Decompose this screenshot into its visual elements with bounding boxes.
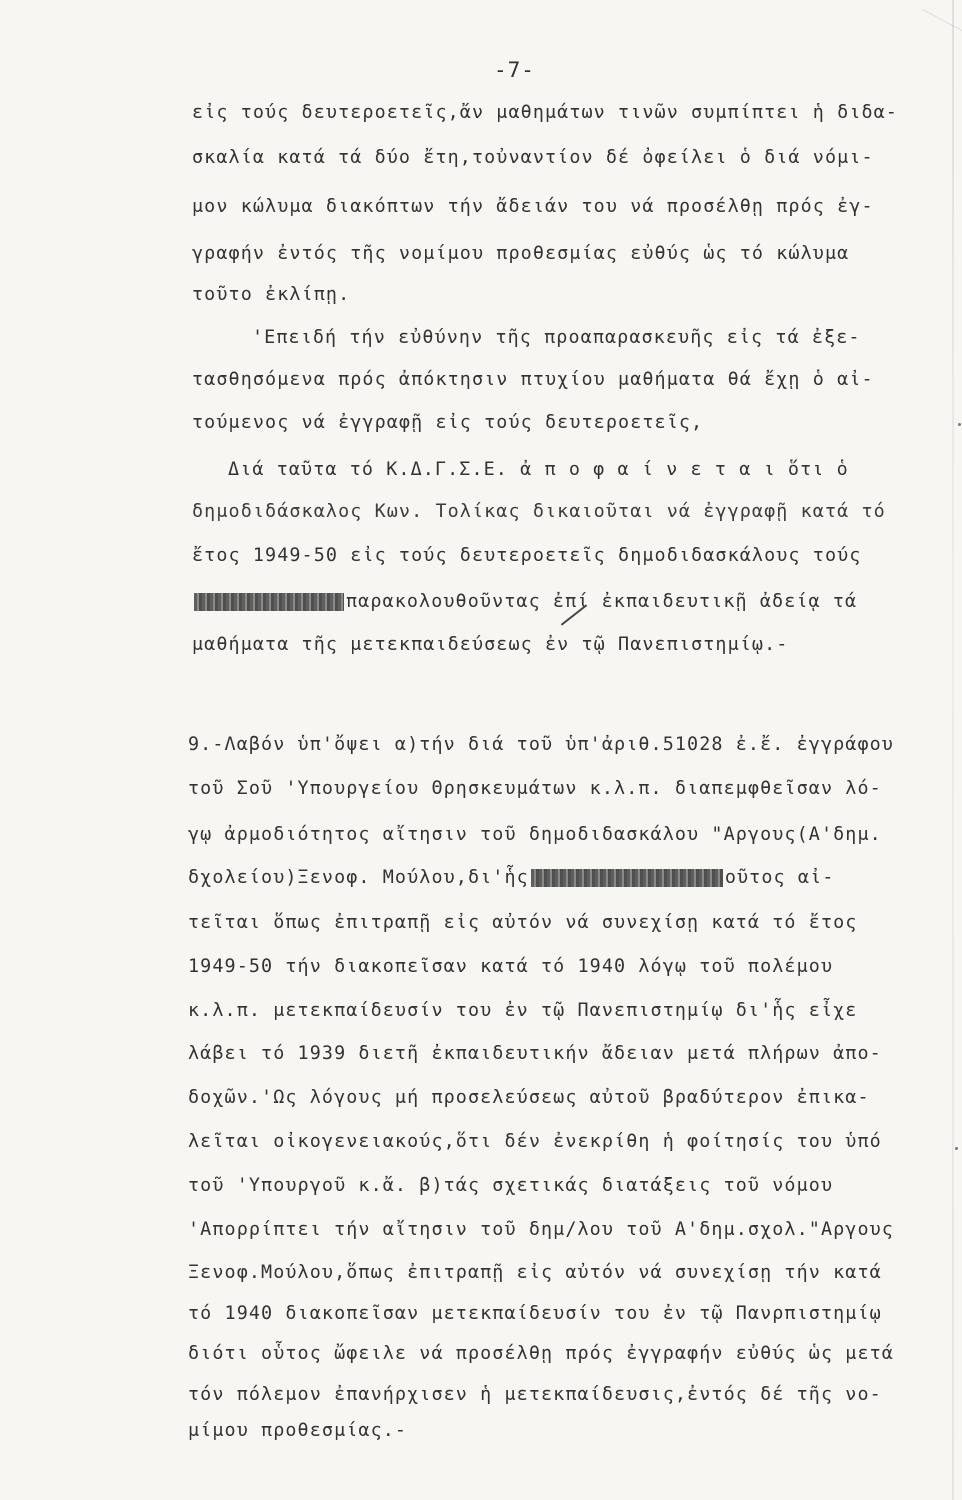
item9-line-6: 1949-50 τήν διακοπεῖσαν κατά τό 1940 λόγῳ τοῦ πολέμου [188,956,834,977]
item9-line-11: τοῦ 'Υπουργοῦ κ.ἄ. β)τάς σχετικάς διατάξεις τοῦ νόμου [188,1175,834,1196]
decision1-line-2: δημοδιδάσκαλος Κων. Τολίκας δικαιοῦται νά ἐγγραφῇ κατά τό [192,501,886,522]
item9-line-4-end: οῦτος αἰ- [724,867,835,888]
redaction-blot [194,593,344,611]
item9-line-1: 9.-Λαβόν ὑπ'ὄψει α)τήν διά τοῦ ὑπ'ἀριθ.51028 ἐ.ἔ. ἐγγράφου [188,734,894,755]
item9-line-13: Ξενοφ.Μούλου,ὅπως ἐπιτραπῇ εἰς αὐτόν νά συνεχίσῃ τήν κατά [188,1262,882,1283]
page-fold-edge [952,0,954,1500]
item9-line-3: γῳ ἀρμοδιότητος αἴτησιν τοῦ δημοδιδασκάλου "Αργους(Α'δημ. [188,824,882,845]
margin-speck [955,1147,958,1150]
item9-line-9: δοχῶν.'Ως λόγους μή προσελεύσεως αὐτοῦ βραδύτερον ἐπικα- [188,1087,870,1108]
paragraph2-line-1: 'Επειδή τήν εὐθύνην τῆς προαπαρασκευῆς εἰς τά ἐξε- [252,327,861,348]
paragraph1-line-4: γραφήν ἐντός τῆς νομίμου προθεσμίας εὐθύς ὡς τό κώλυμα [192,243,850,264]
paragraph1-line-2: σκαλία κατά τά δύο ἔτη,τοὐναντίον δέ ὀφείλει ὁ διά νόμι- [192,147,874,168]
item9-line-4 [188,867,834,888]
item9-line-4-start: δχολείου)Ξενοφ. Μούλου,δι'ἧς [188,867,529,888]
paragraph1-line-3: μον κώλυμα διακόπτων τήν ἄδειάν του νά προσέλθῃ πρός ἐγ- [192,196,874,217]
item9-line-5: τεῖται ὅπως ἐπιτραπῇ εἰς αὐτόν νά συνεχίσῃ κατά τό ἔτος [188,912,858,933]
item9-line-15: διότι οὗτος ὤφειλε νά προσέλθῃ πρός ἐγγραφήν εὐθύς ὡς μετά [188,1343,894,1364]
item9-line-7: κ.λ.π. μετεκπαίδευσίν του ἐν τῷ Πανεπιστημίῳ δι'ἧς εἶχε [188,1000,858,1021]
item9-line-14: τό 1940 διακοπεῖσαν μετεκπαίδευσίν του ἐν τῷ Πανρπιστημίῳ [188,1303,882,1324]
decision1-line-4 [192,591,857,612]
item9-line-2: τοῦ Σοῦ 'Υπουργείου Θρησκευμάτων κ.λ.π. διαπεμφθεῖσαν λό- [188,778,882,799]
item9-line-16: τόν πόλεμον ἐπανήρχισεν ἡ μετεκπαίδευσις,ἐντός δέ τῆς νο- [188,1384,882,1405]
redaction-blot [531,869,723,887]
page-number: -7- [494,58,535,82]
page-corner-crease [922,0,962,31]
item9-line-10: λεῖται οἰκογενειακούς,ὅτι δέν ἐνεκρίθη ἡ φοίτησίς του ὑπό [188,1131,882,1152]
paragraph2-line-3: τούμενος νά ἐγγραφῇ εἰς τούς δευτεροετεῖς, [192,412,704,433]
item9-line-8: λάβει τό 1939 διετῆ ἐκπαιδευτικήν ἄδειαν μετά πλήρων ἀπο- [188,1043,882,1064]
decision1-line-3: ἔτος 1949-50 εἰς τούς δευτεροετεῖς δημοδιδασκάλους τούς [192,545,862,566]
decision1-line-1: Διά ταῦτα τό Κ.Δ.Γ.Σ.Ε. ἀ π ο φ α ί ν ε τ α ι ὅτι ὁ [228,459,849,480]
paragraph1-line-5: τοῦτο ἐκλίπῃ. [192,284,351,305]
decision1-line-4-text: παρακολουθοῦντας ἐπί ἐκπαιδευτικῇ ἀδείᾳ τά [346,591,858,612]
paragraph1-line-1: εἰς τούς δευτεροετεῖς,ἄν μαθημάτων τινῶν συμπίπτει ἡ διδα- [192,102,898,123]
item9-line-17: μίμου προθεσμίας.- [188,1420,408,1441]
paragraph2-line-2: τασθησόμενα πρός ἀπόκτησιν πτυχίου μαθήματα θά ἔχῃ ὁ αἰ- [192,369,874,390]
decision1-line-5: μαθήματα τῆς μετεκπαιδεύσεως ἐν τῷ Πανεπιστημίῳ.- [192,634,789,655]
item9-line-12: 'Απορρίπτει τήν αἴτησιν τοῦ δημ/λου τοῦ Α'δημ.σχολ."Αργους [188,1219,894,1240]
margin-speck [958,423,961,426]
